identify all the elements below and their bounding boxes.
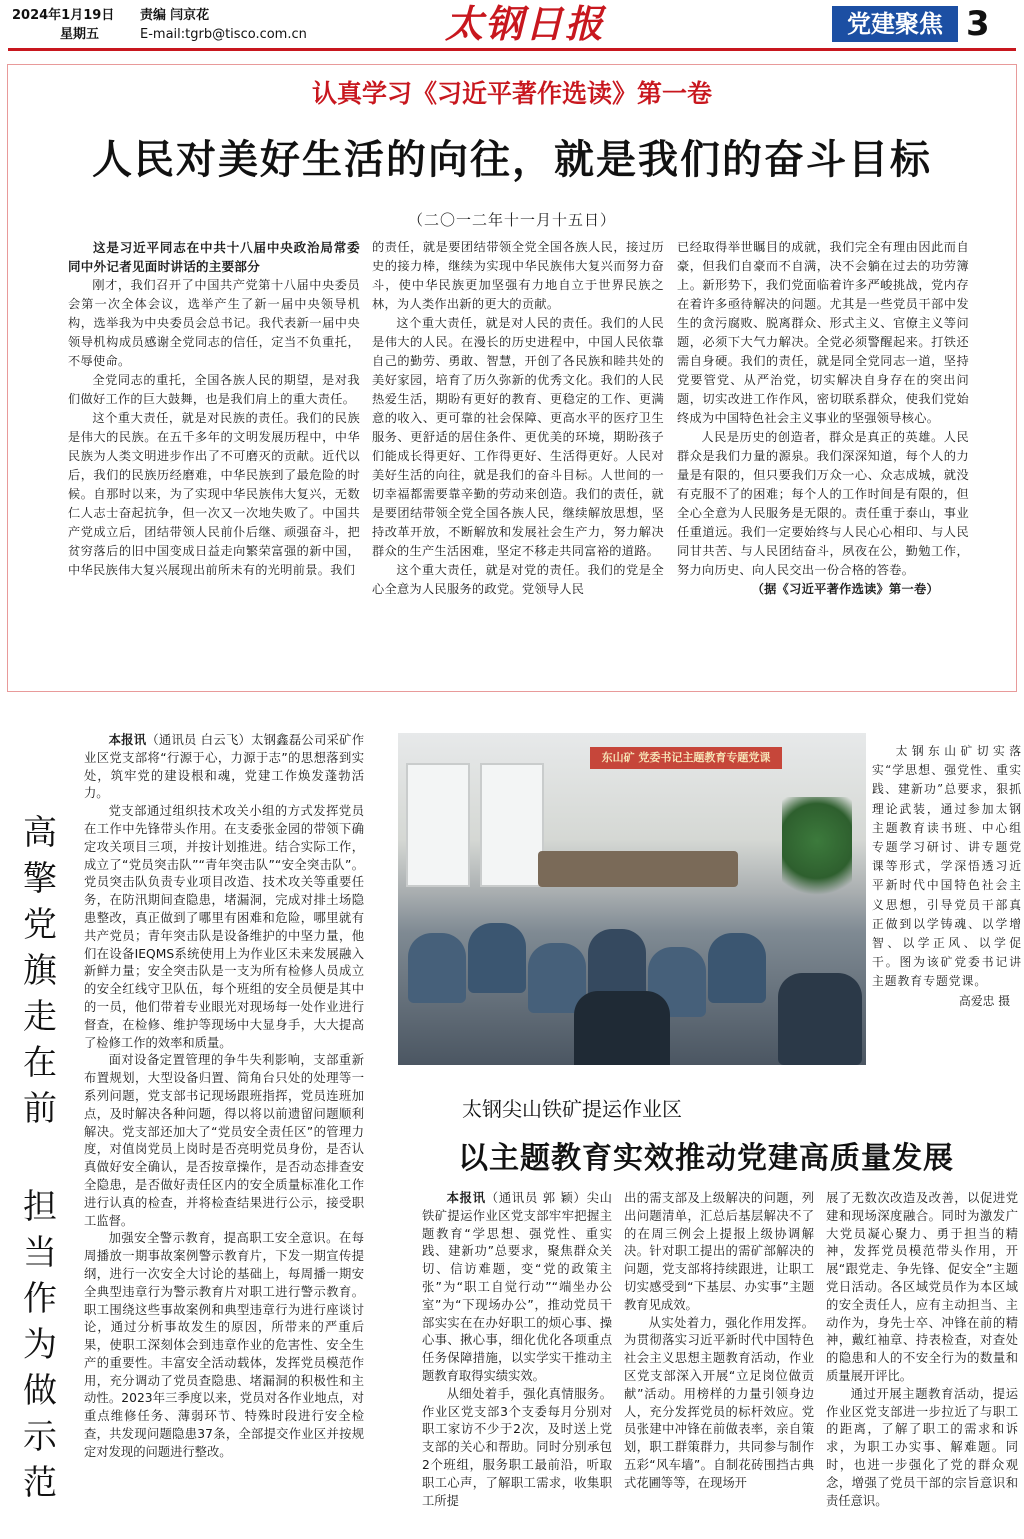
- story1-vertical-title: [18, 810, 62, 1506]
- photo-credit: 高爱忠 摄: [959, 993, 1010, 1008]
- story2-text: 通过开展主题教育活动，提运作业区党支部进一步拉近了与职工的距离，了解了职工的需求和诉求，为职工办实事、解难题。同时，也进一步强化了党的群众观念，增强了党员干部的宗旨意识和责任意识。: [826, 1386, 1018, 1508]
- vertical-title-char: 旗: [23, 951, 57, 991]
- story2-paragraph: [422, 1190, 612, 1386]
- vertical-title-char: 党: [23, 905, 57, 945]
- vertical-title-char: 擎: [23, 859, 57, 899]
- vertical-title-char: 当: [23, 1233, 57, 1273]
- story1-byline: 本报讯: [108, 733, 147, 747]
- story2-text: （通讯员 郭 颖）尖山铁矿提运作业区党支部牢牢把握主题教育“学思想、强党性、重实践、建新功”总要求，聚焦群众关切、信访难题，变“党的政策主张”为“职工自觉行动”“端坐办公室”为“下现场办公”，推动党员干部实实在在办好职工的烦心事、操心事、揪心事，细化优化各项重点任务保障措施，以实学实干推动主题教育取得实绩实效。: [422, 1191, 612, 1383]
- vertical-title-char: 高: [23, 813, 57, 853]
- masthead-divider: [8, 48, 1016, 51]
- story1-text: 党支部通过组织技术攻关小组的方式发挥党员在工作中先锋带头作用。在支委张金园的带领下确定攻关项目三项，并按计划推进。结合实际工作，成立了“党员突击队”“青年突击队”“安全突击队”。党员突击队负责专业项目改造、技术攻关等重要任务，在防汛期间查隐患，堵漏洞，完成对排土场隐患整改，真正做到了哪里有困难和危险，哪里就有共产党员；青年突击队是设备维护的中坚力量，他们在设备IEQMS系统使用上为作业区未来发展融入新鲜力量；安全突击队是一支为所有检修人员成立的安全红线守卫队伍，每个班组的安全员便是其中的一员，他们带着专业眼光对现场每一处作业进行督查，在检修、维护等现场中大显身手，大大提高了检修工作的效率和质量。: [84, 804, 364, 1050]
- section-badge: 党建聚焦: [832, 6, 958, 42]
- photo-caption: [872, 742, 1022, 1011]
- feature-paragraph: 这个重大责任，就是对民族的责任。我们的民族是伟大的民族。在五千多年的文明发展历程中，中华民族为人类文明进步作出了不可磨灭的贡献。近代以后，我们的民族历经磨难，中华民族到了最危险的时候。自那时以来，为了实现中华民族伟大复兴，无数仁人志士奋起抗争，但一次又一次地失败了。中国共产党成立后，团结带领人民前仆后继、顽强奋斗，把贫穷落后的旧中国变成日益走向繁荣富强的新中国，中华民族伟大复兴展现出前所未有的光明前景。我们: [68, 411, 360, 577]
- feature-paragraph: 这个重大责任，就是对人民的责任。我们的人民是伟大的人民。在漫长的历史进程中，中国人民依靠自己的勤劳、勇敢、智慧，开创了各民族和睦共处的美好家园，培育了历久弥新的优秀文化。我们的人民热爱生活，期盼有更好的教育、更稳定的工作、更满意的收入、更可靠的社会保障、更高水平的医疗卫生服务、更舒适的居住条件、更优美的环境，期盼孩子们能成长得更好、工作得更好、生活得更好。人民对美好生活的向往，就是我们的奋斗目标。人世间的一切幸福都需要靠辛勤的劳动来创造。我们的责任，就是要团结带领全党全国各族人民，继续解放思想，坚持改革开放，不断解放和发展社会生产力，努力解决群众的生产生活困难，坚定不移走共同富裕的道路。: [372, 316, 664, 558]
- story2-paragraph: [422, 1386, 612, 1511]
- photo-attendee: [708, 933, 766, 1003]
- editor-label: 责编: [140, 8, 167, 23]
- vertical-title-gap: [18, 1132, 62, 1184]
- vertical-title-char: 作: [23, 1279, 57, 1319]
- photo-podium-table: [538, 851, 738, 887]
- story2-text: 从细处着手，强化真情服务。作业区党支部3个支委每月分别对职工家访不少于2次，及时送上党支部的关心和帮助。同时分别承包2个班组，服务职工最前沿，听取职工心声，了解职工需求，收集职工所提: [422, 1386, 612, 1508]
- feature-column-2: [372, 238, 664, 599]
- story2-paragraph: [826, 1386, 1018, 1511]
- feature-kicker: 认真学习《习近平著作选读》第一卷: [311, 79, 712, 108]
- story2-paragraph: [624, 1315, 814, 1493]
- masthead-date: [12, 6, 114, 44]
- story2-text: 从实处着力，强化作用发挥。为贯彻落实习近平新时代中国特色社会主义思想主题教育活动，作业区党支部深入开展“立足岗位做贡献”活动。用榜样的力量引领身边人，充分发挥党员的标杆效应。党员张建中冲锋在前做表率，亲自策划，职工群策群力，共同参与制作五彩“风车墙”。自制花砖围挡古典式花圃等等，在现场开: [624, 1315, 814, 1490]
- story1-text: 面对设备定置管理的争牛失利影响，支部重新布置规划，大型设备归置、简角台只处的处理等一系列问题，党支部书记现场跟班指挥，党员连班加点，及时解决各种问题，得以将以前遗留问题顺利解决。党支部还加大了“党员安全责任区”的管理力度，对值岗党员上岗时是否亮明党员身份，是否认真做好安全确认，是否按章操作，是否动态排查安全隐患，是否做好责任区内的安全质量标准化工作进行认真的检查，并将检查结果进行公示，接受职工监督。: [84, 1053, 364, 1228]
- photo-attendee: [468, 923, 526, 993]
- story1-body: [84, 732, 364, 1462]
- feature-paragraph: 刚才，我们召开了中国共产党第十八届中央委员会第一次全体会议，选举产生了新一届中央领导机构，选举我为中央委员会总书记。我代表新一届中央领导机构成员感谢全党同志的信任，定当不负重托，不辱使命。: [68, 278, 360, 368]
- story1-paragraph: [84, 732, 364, 803]
- feature-lead: 这是习近平同志在中共十八届中央政治局常委同中外记者见面时讲话的主要部分: [68, 240, 360, 274]
- story2-text: 出的需支部及上级解决的问题，列出问题清单，汇总后基层解决不了的在周三例会上提报上级协调解决。针对职工提出的需矿部解决的问题，党支部将持续跟进，让职工切实感受到“下基层、办实事”主题教育见成效。: [624, 1191, 814, 1312]
- story2-paragraph: [826, 1190, 1018, 1386]
- story2-column-2: [624, 1190, 814, 1493]
- feature-source: （据《习近平著作选读》第一卷）: [751, 582, 939, 596]
- story1-text: （通讯员 白云飞）太钢鑫磊公司采矿作业区党支部将“行源于心，力源于志”的思想落到实处，筑牢党的建设根和魂，党建工作焕发蓬勃活力。: [84, 733, 364, 801]
- photo-attendee: [574, 991, 670, 1065]
- photo-attendee: [588, 929, 646, 999]
- photo-window: [480, 763, 544, 887]
- vertical-title-char: 前: [23, 1089, 57, 1129]
- story1-paragraph: [84, 1052, 364, 1230]
- editor-email: E-mail:tgrb@tisco.com.cn: [140, 27, 307, 42]
- feature-column-3: [677, 238, 969, 599]
- feature-paragraph: 的责任，就是要团结带领全党全国各族人民，接过历史的接力棒，继续为实现中华民族伟大复兴而努力奋斗，使中华民族更加坚强有力地自立于世界民族之林，为人类作出新的更大的贡献。: [372, 240, 664, 311]
- vertical-title-char: 在: [23, 1043, 57, 1083]
- feature-paragraph: 这个重大责任，就是对党的责任。我们的党是全心全意为人民服务的政党。党领导人民: [372, 563, 664, 596]
- issue-weekday: 星期五: [60, 27, 100, 42]
- news-photo: [398, 733, 866, 1065]
- story2-title: 以主题教育实效推动党建高质量发展: [458, 1141, 954, 1176]
- feature-paragraph: 全党同志的重托，全国各族人民的期望，是对我们做好工作的巨大鼓舞，也是我们肩上的重大责任。: [68, 373, 360, 406]
- story2-subtitle: 太钢尖山铁矿提运作业区: [462, 1097, 682, 1121]
- newspaper-logo: 太钢日报: [444, 1, 605, 46]
- photo-attendee: [408, 933, 466, 1003]
- photo-screen-banner: 东山矿 党委书记主题教育专题党课: [590, 747, 782, 769]
- feature-paragraph: 人民是历史的创造者，群众是真正的英雄。人民群众是我们力量的源泉。我们深深知道，每个人的力量是有限的，但只要我们万众一心、众志成城，就没有克服不了的困难；每个人的工作时间是有限的，但全心全意为人民服务是无限的。责任重于泰山，事业任重道远。我们一定要始终与人民心心相印、与人民同甘共苦、与人民团结奋斗，夙夜在公，勤勉工作，努力向历史、向人民交出一份合格的答卷。: [677, 430, 969, 577]
- feature-paragraph: 已经取得举世瞩目的成就，我们完全有理由因此而自豪，但我们自豪而不自满，决不会躺在过去的功劳簿上。新形势下，我们党面临着许多严峻挑战，党内存在着许多亟待解决的问题。尤其是一些党员干部中发生的贪污腐败、脱离群众、形式主义、官僚主义等问题，必须下大气力解决。全党必须警醒起来。打铁还需自身硬。我们的责任，就是同全党同志一道，坚持党要管党、从严治党，切实解决自身存在的突出问题，切实改进工作作风，密切联系群众，使我们党始终成为中国特色社会主义事业的坚强领导核心。: [677, 240, 969, 425]
- story2-text: 展了无数次改造及改善，以促进党建和现场深度融合。同时为激发广大党员凝心聚力、勇于担当的精神，发挥党员模范带头作用，开展“跟党走、争先锋、促安全”主题党日活动。各区域党员作为本区域的安全责任人，应有主动担当、主动作为，身先士卒、冲锋在前的精神，戴红袖章、持表检查，对查处的隐患和人的不安全行为的数量和质量展开评比。: [826, 1191, 1018, 1383]
- issue-date: 2024年1月19日: [12, 8, 115, 23]
- feature-dateline: （二〇一二年十一月十五日）: [407, 211, 616, 229]
- story1-paragraph: [84, 803, 364, 1052]
- vertical-title-char: 范: [23, 1463, 57, 1503]
- photo-attendee: [778, 973, 862, 1065]
- vertical-title-char: 走: [23, 997, 57, 1037]
- feature-headline: 人民对美好生活的向往，就是我们的奋斗目标: [92, 137, 932, 183]
- photo-window: [406, 763, 470, 887]
- story1-paragraph: [84, 1230, 364, 1461]
- story2-byline: 本报讯: [446, 1191, 486, 1205]
- masthead-editor: [140, 6, 307, 44]
- feature-column-1: [68, 238, 360, 580]
- vertical-title-char: 为: [23, 1325, 57, 1365]
- vertical-title-char: 示: [23, 1417, 57, 1457]
- photo-plant: [782, 797, 852, 907]
- vertical-title-char: 担: [23, 1187, 57, 1227]
- story2-column-3: [826, 1190, 1018, 1510]
- caption-text: 太钢东山矿切实落实“学思想、强党性、重实践、建新功”总要求，狠抓理论武装，通过参加太钢主题教育读书班、中心组专题学习研讨、讲专题党课等形式，学深悟透习近平新时代中国特色社会主义思想，引导党员干部真正做到以学铸魂、以学增智、以学正风、以学促干。图为该矿党委书记讲主题教育专题党课。: [872, 744, 1022, 989]
- editor-name: 闫京花: [170, 8, 210, 23]
- page-number: 3: [966, 4, 990, 44]
- story1-text: 加强安全警示教育，提高职工安全意识。在每周播放一期事故案例警示教育片，下发一期宣传提纲，进行一次安全大讨论的基础上，每周播一期安全典型违章行为警示教育片对职工进行警示教育。职工围绕这些事故案例和典型违章行为进行座谈讨论，通过分析事故发生的原因，所带来的严重后果，使职工深刻体会到违章作业的危害性、安全生产的重要性。丰富安全活动载体，发挥党员模范作用，充分调动了党员查隐患、堵漏洞的积极性和主动性。2023年三季度以来，党员对各作业地点，对重点维修任务、薄弱环节、特殊时段进行安全检查，共发现问题隐患37条，全部提交作业区并按规定对发现的问题进行整改。: [84, 1231, 364, 1459]
- story2-column-1: [422, 1190, 612, 1510]
- story2-paragraph: [624, 1190, 814, 1315]
- vertical-title-char: 做: [23, 1371, 57, 1411]
